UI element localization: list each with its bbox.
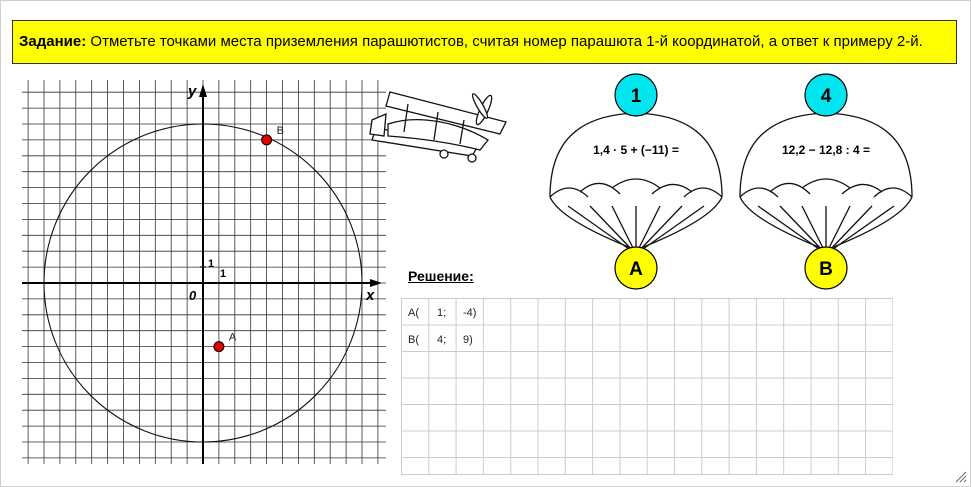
- unit-y-label: 1: [208, 258, 215, 270]
- shroud-line: [636, 206, 682, 254]
- canopy-scallop: [580, 183, 620, 194]
- canopy-scallop: [770, 183, 810, 194]
- canopy-scallop: [874, 188, 912, 197]
- parachute-number: 4: [820, 86, 832, 107]
- task-text: Отметьте точками места приземления парашютистов, считая номер парашюта 1-й координатой, а ответ к примеру 2-й.: [90, 33, 923, 50]
- parachutes: [540, 70, 930, 300]
- shroud-line: [590, 206, 636, 254]
- point-a: [214, 342, 224, 352]
- answer-b-open: B(: [408, 334, 419, 346]
- answer-a-open: A(: [408, 307, 419, 319]
- x-axis-arrow: [370, 279, 382, 287]
- solution-title: Решение:: [408, 268, 474, 284]
- shroud-line: [636, 206, 704, 254]
- answer-b-y: 9): [463, 334, 473, 346]
- resize-handle-icon[interactable]: [955, 471, 967, 483]
- canopy-scallop: [802, 179, 850, 188]
- answer-a-y: -4): [463, 307, 477, 319]
- coordinate-plane[interactable]: [22, 80, 386, 464]
- unit-x-label: 1: [220, 268, 227, 280]
- parachute-letter: B: [819, 259, 833, 280]
- task-label: Задание:: [19, 33, 87, 50]
- answer-b-x: 4;: [437, 334, 447, 346]
- parachute-number: 1: [630, 86, 642, 107]
- y-axis-label: y: [188, 83, 197, 100]
- y-axis-arrow: [199, 84, 207, 97]
- parachute-1: [550, 74, 722, 289]
- point-label-a: A: [228, 331, 237, 344]
- origin-label: 0: [189, 288, 197, 303]
- canopy-scallop: [684, 188, 722, 197]
- parachute-expression: 12,2 − 12,8 : 4 =: [781, 143, 871, 157]
- plane-points: [214, 125, 284, 352]
- airplane-illustration: [368, 84, 518, 174]
- canopy-scallop: [612, 179, 660, 188]
- solution-grid[interactable]: [401, 298, 893, 476]
- parachute-expression: 1,4 · 5 + (−11) =: [593, 143, 679, 157]
- parachute-letter: A: [629, 259, 643, 280]
- task-banner: [12, 20, 957, 64]
- point-b: [262, 135, 272, 145]
- parachute-4: [740, 74, 912, 289]
- shroud-line: [780, 206, 826, 254]
- answer-a-x: 1;: [437, 307, 447, 319]
- x-axis-label: x: [366, 287, 375, 304]
- point-label-b: B: [276, 124, 284, 137]
- shroud-line: [568, 206, 636, 254]
- shroud-line: [826, 206, 872, 254]
- shroud-line: [758, 206, 826, 254]
- shroud-line: [826, 206, 894, 254]
